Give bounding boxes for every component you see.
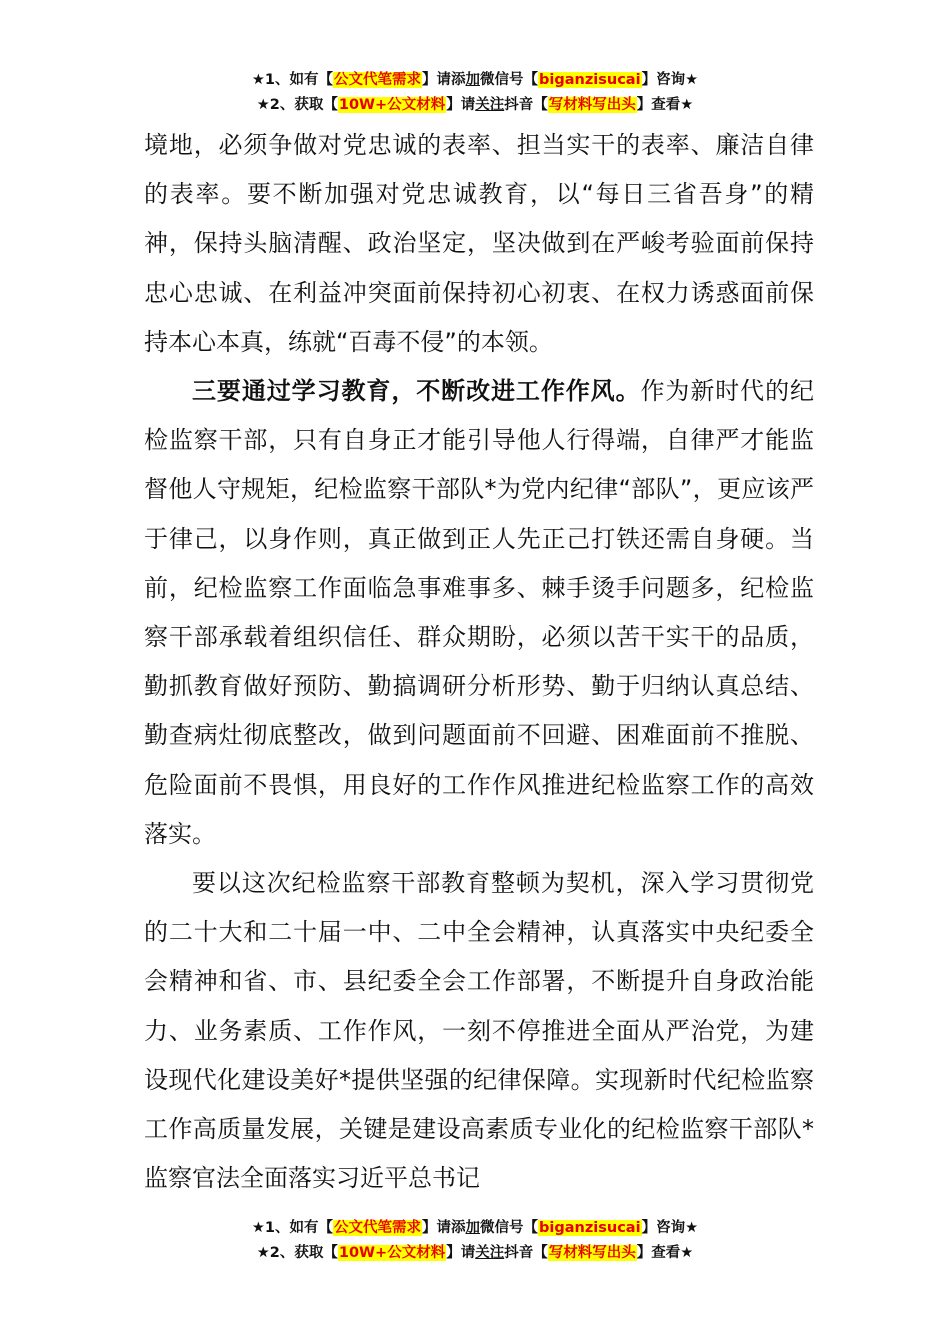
footer-banner-line-2: ★2、获取【10W+公文材料】请关注抖音【写材料写出头】查看★: [256, 1245, 694, 1261]
banner-highlight-douyin-account: 写材料写出头: [548, 97, 636, 113]
banner-line-1: ★1、如有【公文代笔需求】请添加微信号【biganzisucai】咨询★: [251, 72, 699, 88]
paragraph-3: 要以这次纪检监察干部教育整顿为契机，深入学习贯彻党的二十大和二十届一中、二中全会精神，认真落实中央纪委全会精神和省、市、县纪委全会工作部署，不断提升自身政治能力、业务素质、工作作风，一刻不停推进全面从严治党，为建设现代化建设美好*提供坚强的纪律保障。实现新时代纪检监察工作高质量发展，关键是建设高素质专业化的纪检监察干部队*监察官法全面落实习近平总书记: [144, 869, 814, 1193]
footer-banner: [0, 1216, 950, 1266]
footer-highlight-writing-service: 公文代笔需求: [334, 1220, 422, 1236]
footer-highlight-wechat-id: biganzisucai: [539, 1220, 641, 1236]
footer-highlight-materials: 10W+公文材料: [338, 1245, 446, 1261]
paragraph-2-heading: 三要通过学习教育，不断改进工作作风。: [192, 377, 641, 406]
document-body: [144, 121, 814, 1203]
header-banner: [0, 68, 950, 118]
paragraph-2: [144, 367, 814, 859]
paragraph-1: 境地，必须争做对党忠诚的表率、担当实干的表率、廉洁自律的表率。要不断加强对党忠诚教育，以“每日三省吾身”的精神，保持头脑清醒、政治坚定，坚决做到在严峻考验面前保持忠心忠诚、在利益冲突面前保持初心初衷、在权力诱惑面前保持本心本真，练就“百毒不侵”的本领。: [144, 131, 814, 356]
banner-highlight-materials: 10W+公文材料: [338, 97, 446, 113]
banner-highlight-writing-service: 公文代笔需求: [334, 72, 422, 88]
footer-highlight-douyin-account: 写材料写出头: [548, 1245, 636, 1261]
banner-highlight-wechat-id: biganzisucai: [539, 72, 641, 88]
banner-line-2: ★2、获取【10W+公文材料】请关注抖音【写材料写出头】查看★: [256, 97, 694, 113]
paragraph-2-body: 作为新时代的纪检监察干部，只有自身正才能引导他人行得端，自律严才能监督他人守规矩，纪检监察干部队*为党内纪律“部队”，更应该严于律己，以身作则，真正做到正人先正己打铁还需自身硬。当前，纪检监察工作面临急事难事多、棘手烫手问题多，纪检监察干部承载着组织信任、群众期盼，必须以苦干实干的品质，勤抓教育做好预防、勤搞调研分析形势、勤于归纳认真总结、勤查病灶彻底整改，做到问题面前不回避、困难面前不推脱、危险面前不畏惧，用良好的工作作风推进纪检监察工作的高效落实。: [144, 377, 814, 848]
footer-banner-line-1: ★1、如有【公文代笔需求】请添加微信号【biganzisucai】咨询★: [251, 1220, 699, 1236]
